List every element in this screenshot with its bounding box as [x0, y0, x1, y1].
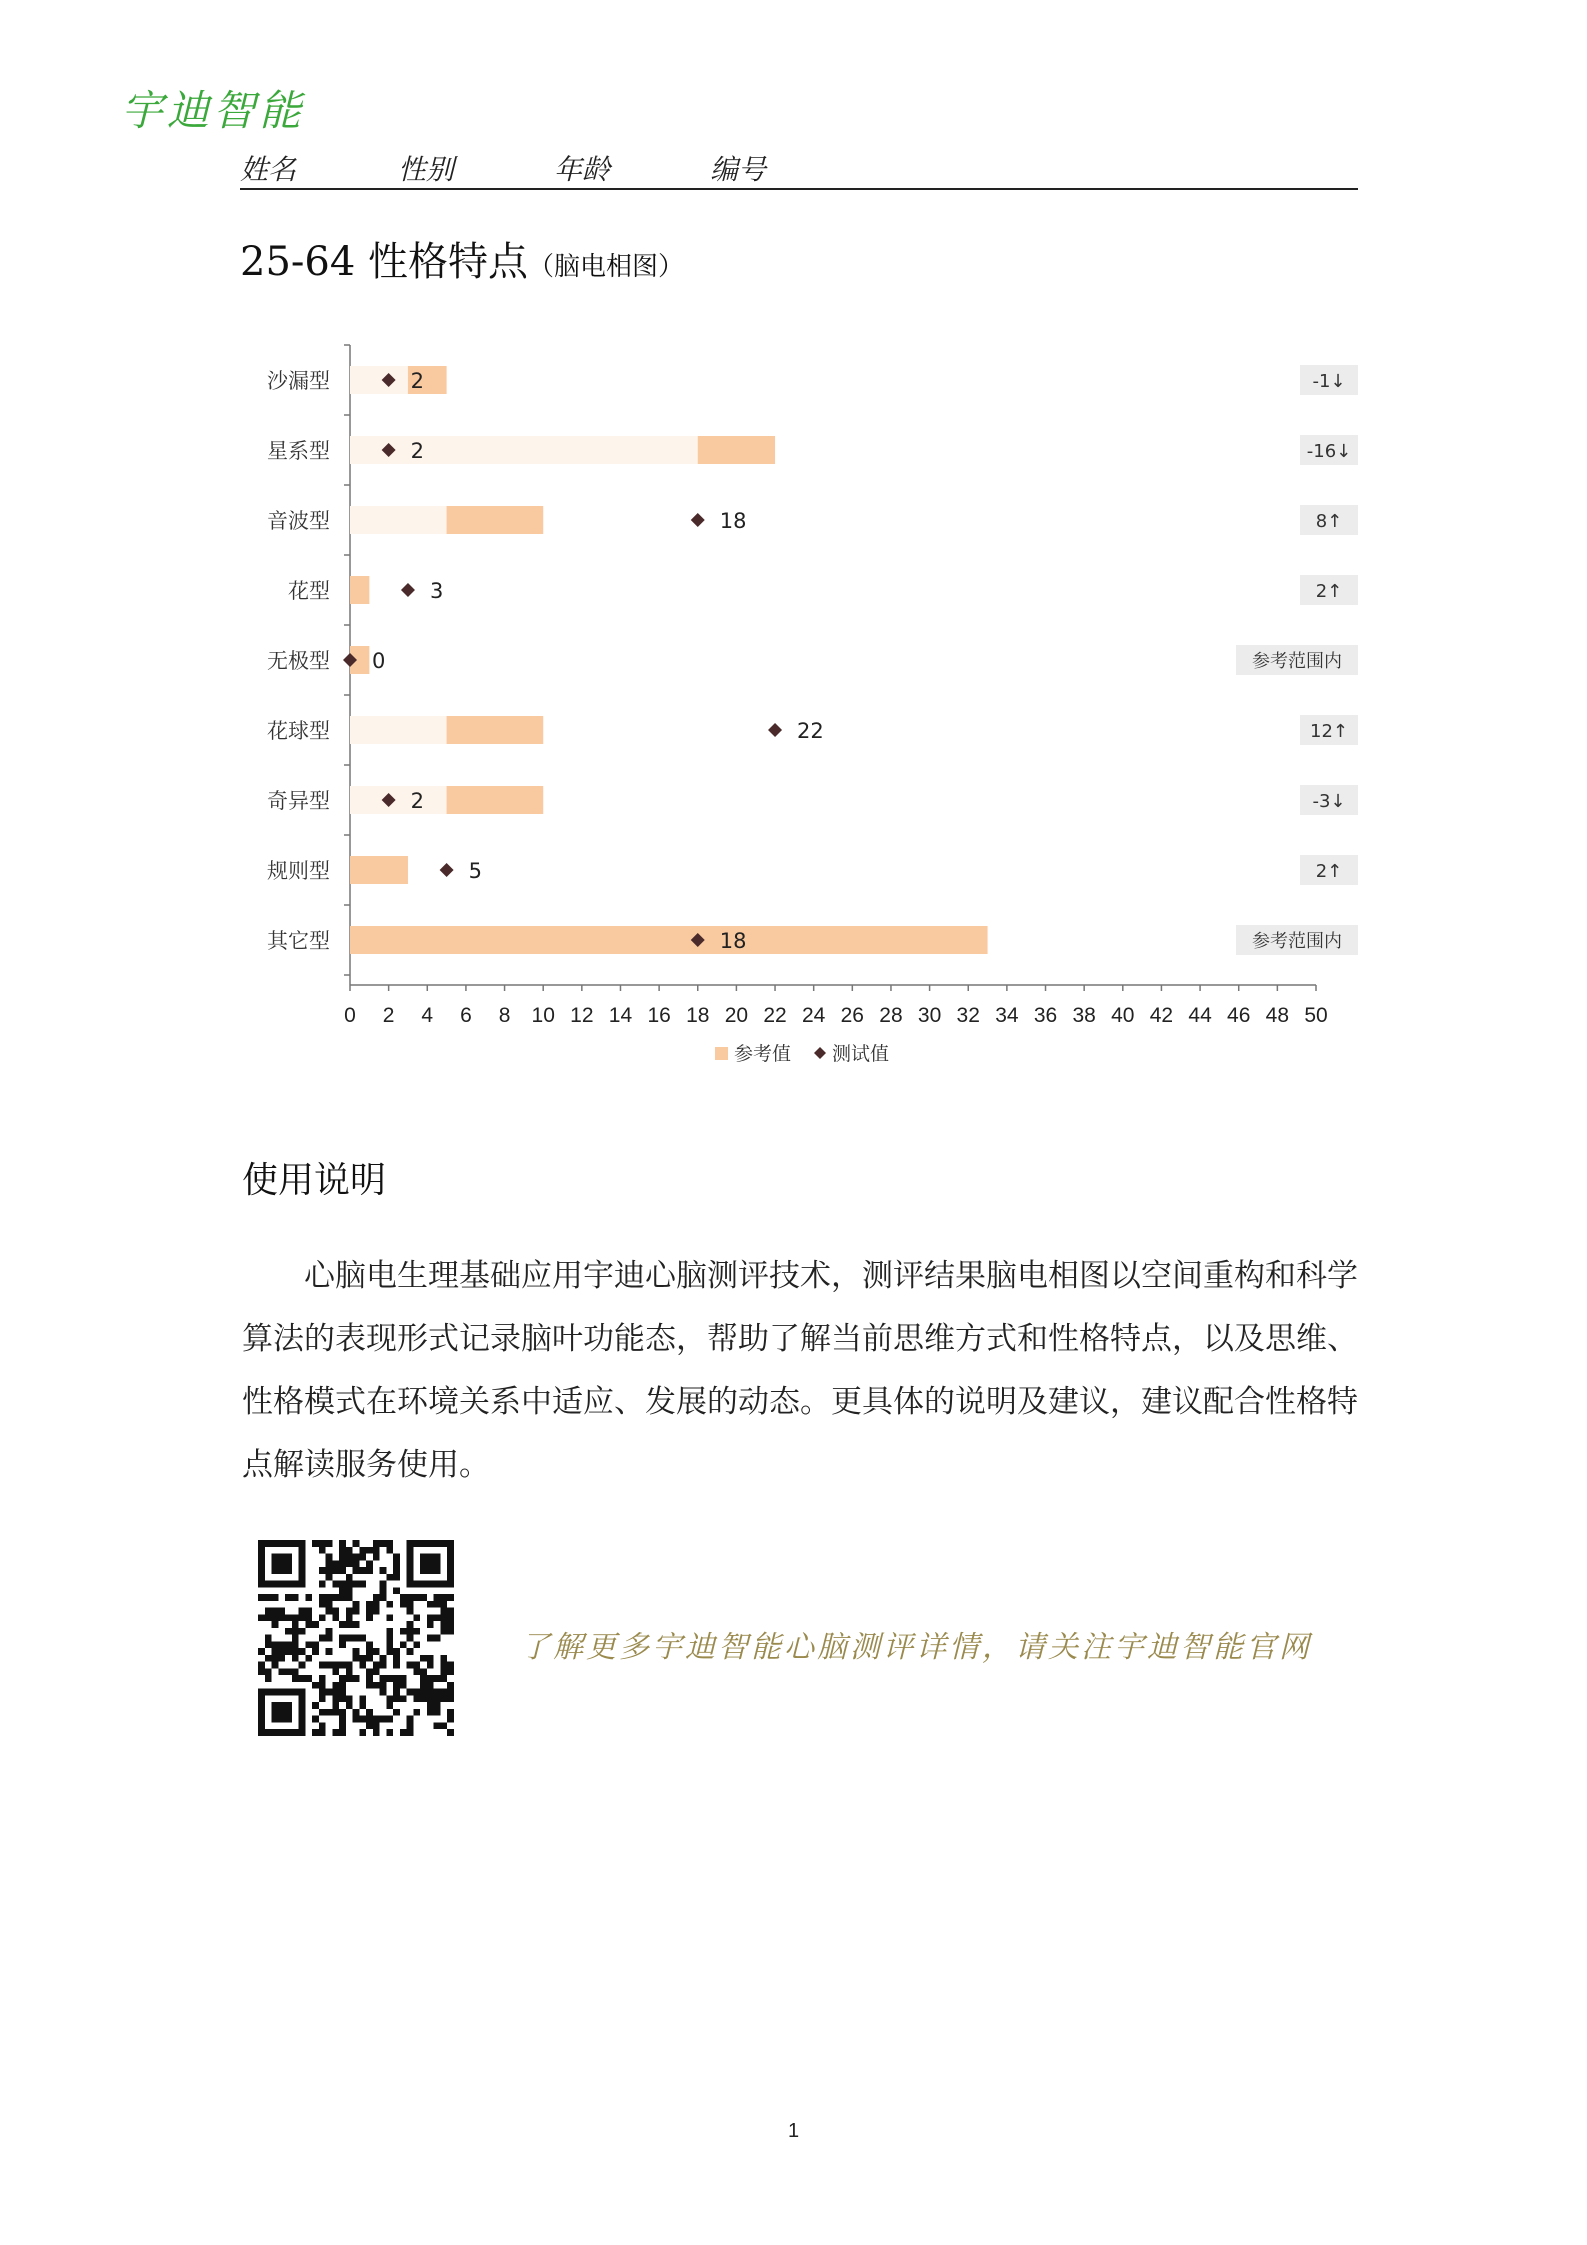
x-tick-label: 26: [840, 1004, 864, 1027]
x-tick-label: 4: [421, 1004, 434, 1027]
deviation-label: 参考范围内: [1252, 651, 1342, 672]
eeg-chart: [240, 330, 1360, 1100]
reference-bar: [350, 576, 369, 604]
test-value-label: 0: [372, 649, 386, 673]
legend-reference-swatch: [715, 1047, 728, 1060]
x-tick-label: 30: [917, 1004, 942, 1027]
category-label: 花球型: [267, 719, 330, 743]
x-tick-label: 24: [802, 1004, 826, 1027]
reference-bar: [698, 436, 775, 464]
reference-bar: [350, 856, 408, 884]
info-row: [240, 148, 1358, 190]
x-tick-label: 40: [1111, 1004, 1135, 1027]
x-tick-label: 12: [570, 1004, 594, 1027]
reference-bar: [350, 926, 988, 954]
test-value-label: 2: [410, 439, 425, 463]
qr-code: [258, 1540, 454, 1736]
category-label: 无极型: [267, 649, 330, 673]
test-value-label: 5: [468, 859, 482, 883]
x-tick-label: 38: [1072, 1004, 1096, 1027]
x-tick-label: 18: [686, 1004, 710, 1027]
field-gender-label: 性别: [398, 153, 455, 186]
legend-test-swatch: [814, 1047, 826, 1059]
x-tick-label: 48: [1265, 1004, 1290, 1027]
reference-bar: [447, 716, 544, 744]
x-tick-label: 42: [1149, 1004, 1174, 1027]
field-name-label: 姓名: [240, 153, 297, 186]
legend-reference-label: 参考值: [734, 1043, 792, 1065]
reference-bar: [447, 786, 544, 814]
test-value-label: 2: [410, 789, 425, 813]
x-tick-label: 22: [763, 1004, 787, 1027]
x-tick-label: 50: [1304, 1004, 1328, 1027]
x-tick-label: 32: [956, 1004, 980, 1027]
test-value-marker: [440, 863, 454, 877]
category-label: 沙漏型: [267, 369, 330, 393]
x-tick-label: 20: [724, 1004, 749, 1027]
test-value-marker: [401, 583, 415, 597]
page-title-sub: （脑电相图）: [528, 252, 685, 282]
x-tick-label: 6: [460, 1004, 472, 1027]
page-title: [240, 230, 684, 287]
page-title-main: 25-64 性格特点: [240, 239, 529, 285]
usage-paragraph: 心脑电生理基础应用宇迪心脑测评技术，测评结果脑电相图以空间重构和科学算法的表现形式记录脑叶功能态，帮助了解当前思维方式和性格特点，以及思维、性格模式在环境关系中适应、发展的动态。更具体的说明及建议，建议配合性格特点解读服务使用。: [242, 1258, 1358, 1483]
x-tick-label: 46: [1227, 1004, 1251, 1027]
deviation-label: -3↓: [1312, 791, 1346, 812]
test-value-marker: [768, 723, 782, 737]
test-value-marker: [691, 513, 705, 527]
test-value-label: 22: [797, 719, 824, 743]
legend-test-label: 测试值: [832, 1043, 890, 1065]
deviation-label: 8↑: [1315, 511, 1343, 532]
field-age-label: 年龄: [554, 153, 611, 186]
field-id-label: 编号: [710, 153, 767, 186]
x-tick-label: 34: [995, 1004, 1019, 1027]
x-tick-label: 10: [531, 1004, 555, 1027]
deviation-label: -16↓: [1306, 441, 1352, 462]
x-tick-label: 2: [382, 1004, 395, 1027]
category-label: 星系型: [267, 439, 330, 463]
x-tick-label: 36: [1033, 1004, 1058, 1027]
x-tick-label: 0: [344, 1004, 356, 1027]
deviation-label: 2↑: [1315, 861, 1343, 882]
category-label: 奇异型: [267, 789, 330, 813]
category-label: 其它型: [267, 929, 330, 953]
category-label: 规则型: [267, 859, 330, 883]
x-tick-label: 28: [879, 1004, 903, 1027]
category-label: 音波型: [267, 509, 330, 533]
x-tick-label: 14: [608, 1004, 633, 1027]
x-tick-label: 8: [498, 1004, 511, 1027]
category-label: 花型: [288, 579, 330, 603]
test-value-label: 18: [719, 929, 747, 953]
page-number: 1: [787, 2120, 800, 2142]
test-value-label: 3: [429, 579, 444, 603]
usage-title: 使用说明: [242, 1160, 387, 1201]
reference-bar: [447, 506, 544, 534]
follow-text: 了解更多宇迪智能心脑测评详情，请关注宇迪智能官网: [520, 1630, 1312, 1665]
deviation-label: -1↓: [1312, 371, 1346, 392]
x-tick-label: 44: [1188, 1004, 1212, 1027]
test-value-label: 18: [719, 509, 747, 533]
x-tick-label: 16: [647, 1004, 671, 1027]
deviation-label: 2↑: [1315, 581, 1343, 602]
deviation-label: 参考范围内: [1252, 931, 1342, 952]
deviation-label: 12↑: [1310, 721, 1348, 742]
test-value-label: 2: [410, 369, 425, 393]
brand-logo: 宇迪智能: [121, 86, 306, 135]
